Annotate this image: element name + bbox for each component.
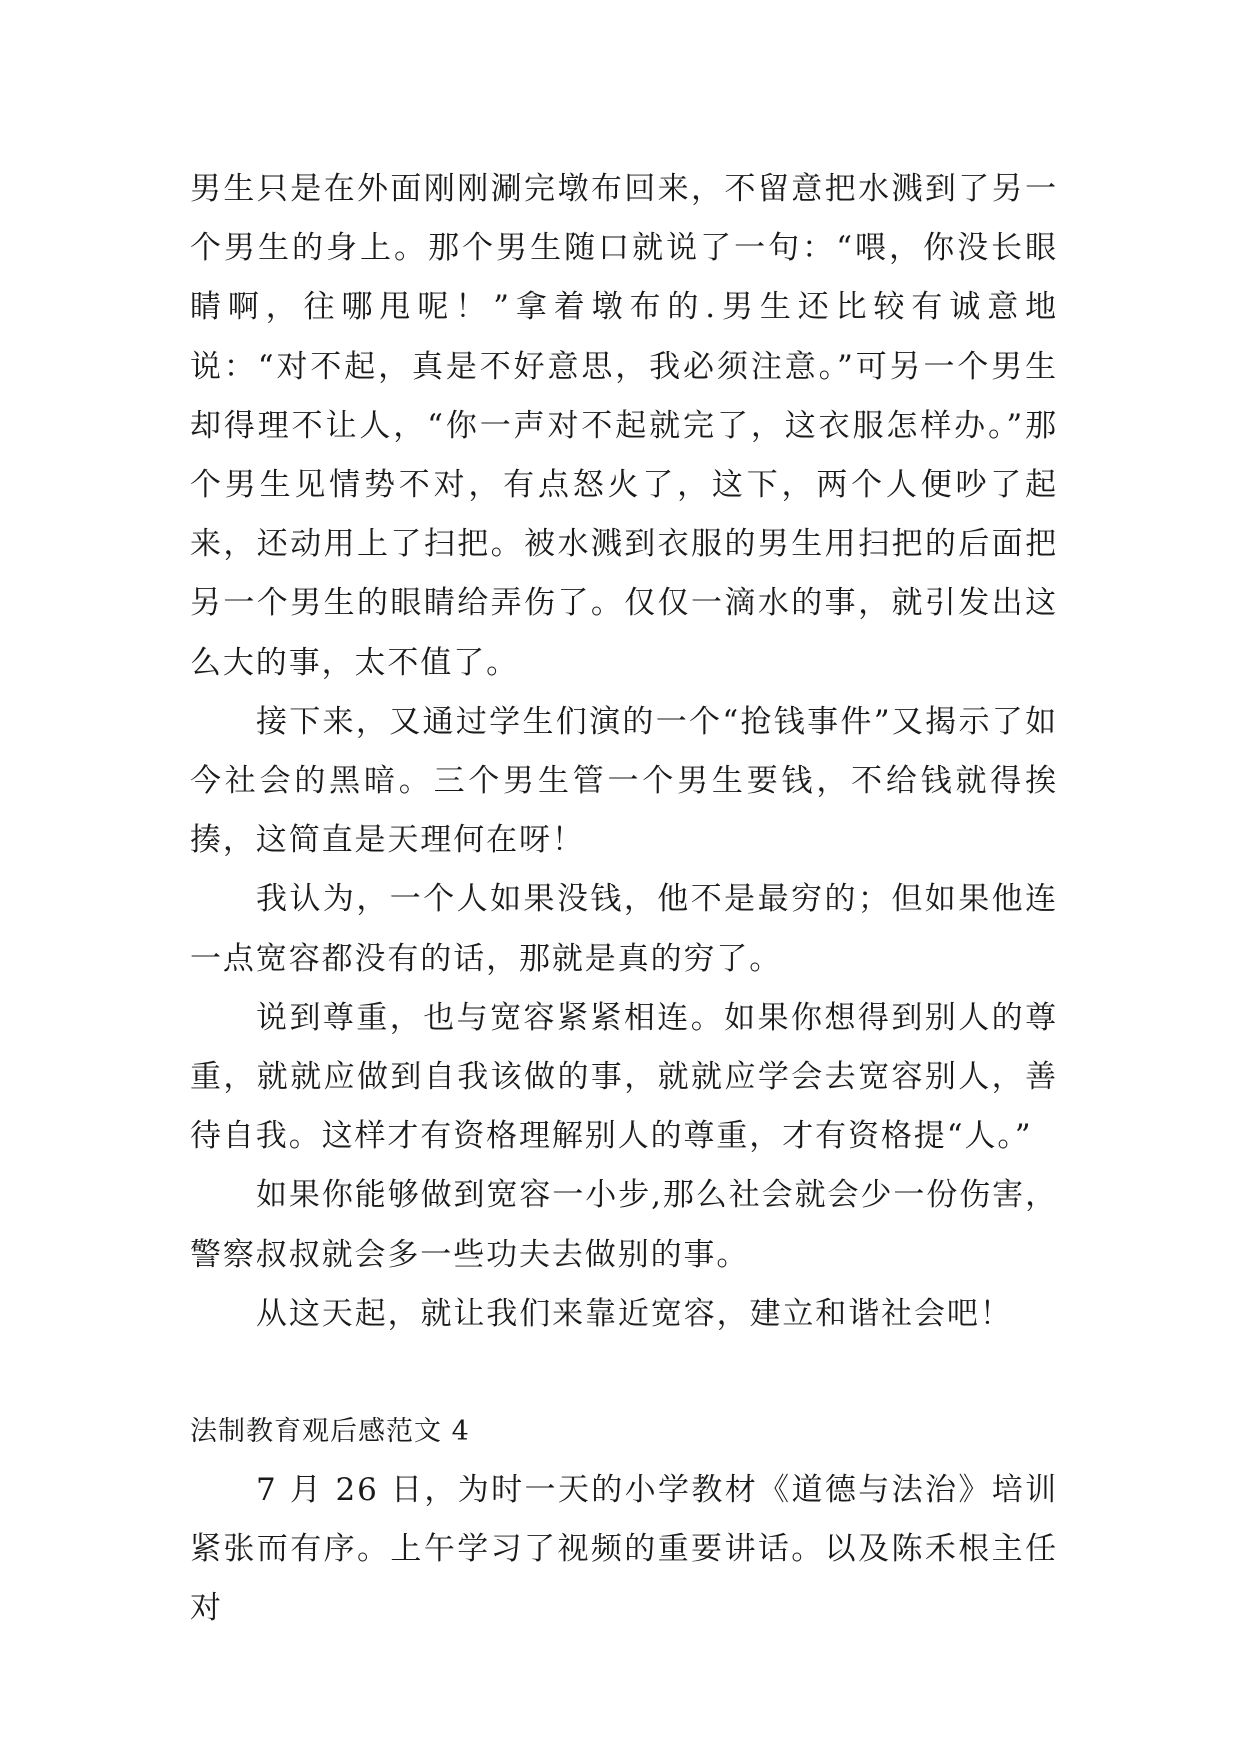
paragraph-respect: 说到尊重，也与宽容紧紧相连。如果你想得到别人的尊重，就就应做到自我该做的事，就就应学会去宽容别人，善待自我。这样才有资格理解别人的尊重，才有资格提“人。” [190, 999, 1058, 1155]
paragraph-tolerance-step: 如果你能够做到宽容一小步,那么社会就会少一份伤害，警察叔叔就会多一些功夫去做别的事。 [190, 1177, 1058, 1273]
paragraph-training-intro: 7 月 26 日，为时一天的小学教材《道德与法治》培训紧张而有序。上午学习了视频的重要讲话。以及陈禾根主任对 [190, 1472, 1058, 1627]
paragraph-poverty-opinion: 我认为，一个人如果没钱，他不是最穷的；但如果他连一点宽容都没有的话，那就是真的穷了。 [190, 881, 1058, 977]
document-body [190, 160, 1058, 1639]
section-title: 法制教育观后感范文 4 [190, 1416, 470, 1448]
paragraph-robbery-incident: 接下来，又通过学生们演的一个“抢钱事件”又揭示了如今社会的黑暗。三个男生管一个男生要钱，不给钱就得挨揍，这简直是天理何在呀！ [190, 703, 1058, 859]
paragraph-closing: 从这天起，就让我们来靠近宽容，建立和谐社会吧！ [256, 1295, 1013, 1332]
paragraph-continued: 男生只是在外面刚刚涮完墩布回来，不留意把水溅到了另一个男生的身上。那个男生随口就说了一句：“喂，你没长眼睛啊，往哪甩呢！”拿着墩布的.男生还比较有诚意地说：“对不起，真是不好意思，我必须注意。”可另一个男生却得理不让人，“你一声对不起就完了，这衣服怎样办。”那个男生见情势不对，有点怒火了，这下，两个人便吵了起来，还动用上了扫把。被水溅到衣服的男生用扫把的后面把另一个男生的眼睛给弄伤了。仅仅一滴水的事，就引发出这么大的事，太不值了。 [190, 171, 1058, 681]
